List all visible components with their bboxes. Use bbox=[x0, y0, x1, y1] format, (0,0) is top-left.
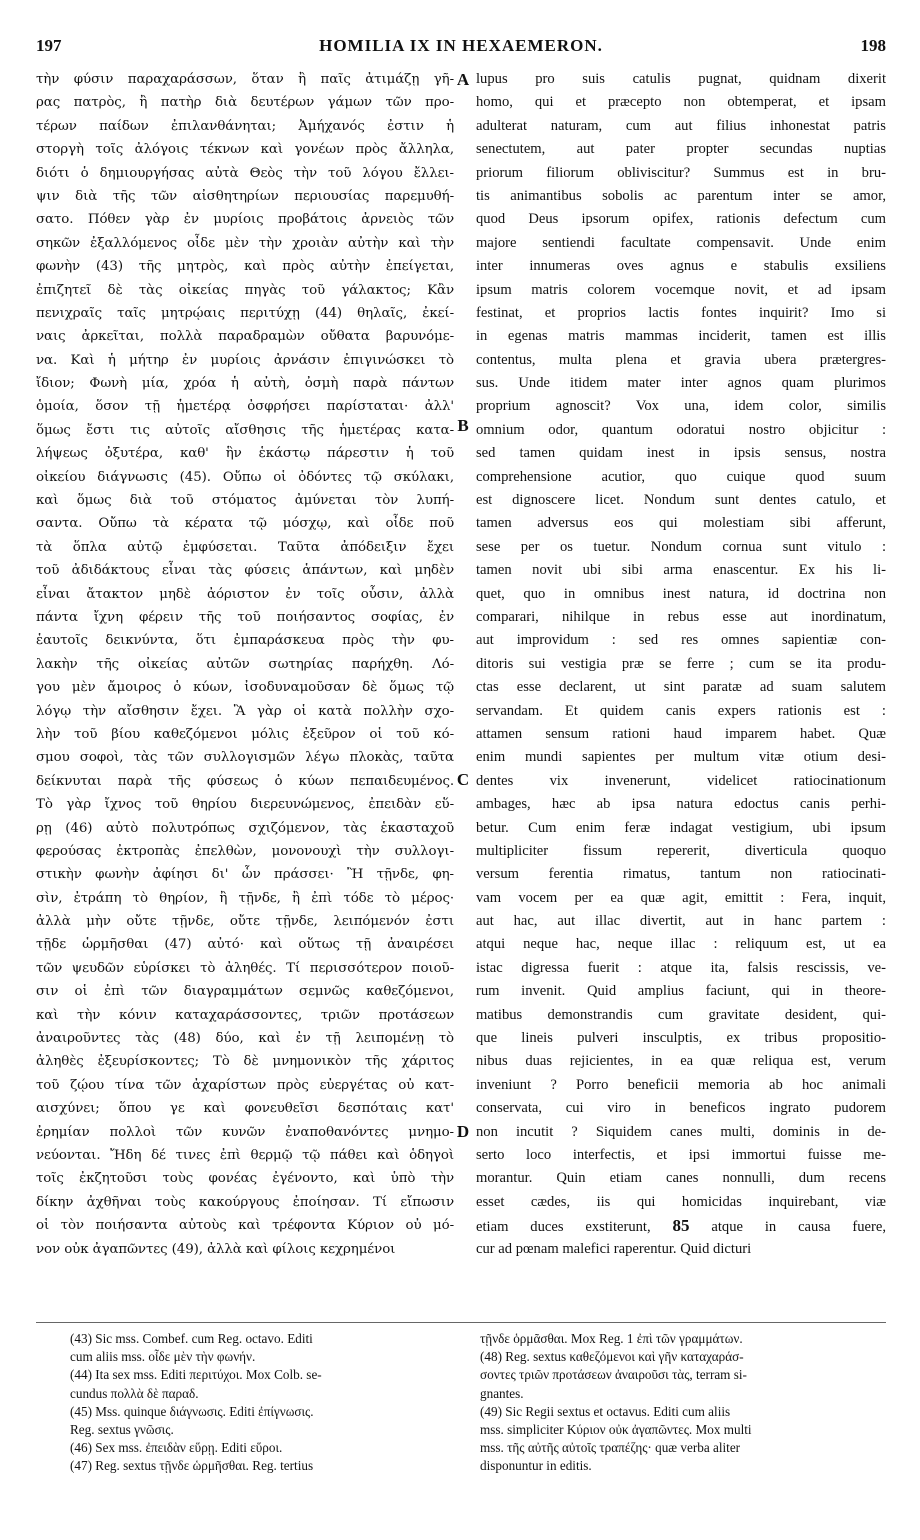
latin-text-line: quod Deus ipsorum opifex, rationis defectum cum bbox=[476, 211, 886, 228]
latin-text-line: matibus demonstrandis cum gravitate desident, qui- bbox=[476, 1006, 886, 1023]
latin-text-line: nibus duas rejicientes, in ea quæ reliqua est, verum bbox=[476, 1053, 886, 1070]
greek-text-line: οἰκείου διάγνωσις (45). Οὔπω οἱ ὀδόντες τῷ σκύλακι, bbox=[36, 469, 454, 485]
latin-text-line: sed tamen quidam inest in ipsis sensus, nostra bbox=[476, 445, 886, 462]
footnote-line: σοντες τριῶν προτάσεων ἀναιροῦσι τὰς, terram si- bbox=[480, 1367, 747, 1383]
greek-text-line: ἴδιον; Φωνὴ μία, χρόα ἡ αὐτὴ, ὀσμὴ παρὰ πάντων bbox=[36, 376, 454, 392]
footnote-line: (46) Sex mss. ἐπειδὰν εὕρῃ. Editi εὕροι. bbox=[70, 1440, 283, 1456]
greek-text-line: σηκῶν ἐξαλλόμενος οἶδε μὲν τὴν χροιὰν αὐτὴν καὶ τὴν bbox=[36, 235, 454, 251]
footnote-line: (43) Sic mss. Combef. cum Reg. octavo. Editi bbox=[70, 1331, 313, 1346]
greek-text-line: τοῖς ἐκζητοῦσι τοὺς φονέας ἐγένοντο, καὶ ὑπὸ τὴν bbox=[36, 1171, 454, 1187]
greek-text-line: καὶ ὅμως διὰ τοῦ στόματος ἀμύνεται τὸν λυπή- bbox=[36, 493, 454, 509]
latin-text-line: istac digressa fuerit : atque ita, falsis rescissis, ve- bbox=[476, 959, 886, 976]
greek-text-line: ψιν διὰ τῆς τῶν αἰσθητηρίων περιουσίας παρεμυθή- bbox=[36, 188, 454, 204]
greek-text-line: ἐπιζητεῖ δὲ τὰς οἰκείας πηγὰς τοῦ γάλακτος; Κἂν bbox=[36, 282, 454, 298]
greek-text-line: εἶναι ἄτακτον μηδὲ ἀόριστον ἐν τοῖς οὖσιν, ἀλλὰ bbox=[36, 586, 454, 602]
greek-text-line: σὶν, ἐτράπη τὸ θηρίον, ἢ τῇνδε, ἢ ἐπὶ τόδε τὸ μέρος· bbox=[36, 890, 454, 906]
latin-text-line: quet, quo in omnibus inest natura, id doctrina non bbox=[476, 585, 886, 602]
footnote-line: (44) Ita sex mss. Editi περιτύχοι. Mox Colb. se- bbox=[70, 1367, 322, 1383]
latin-text-line: serto loco interfectis, et ipsi immortui fuisse me- bbox=[476, 1146, 886, 1163]
latin-text-line: inveniunt ? Porro beneficii memoria ab hoc animali bbox=[476, 1076, 886, 1093]
latin-text-line: lupus pro suis catulis pugnat, quidnam dixerit bbox=[476, 71, 886, 87]
greek-text-line: ἀληθὲς ἐξευρίσκοντες; Τὸ δὲ μνημονικὸν τῆς χάριτος bbox=[36, 1054, 454, 1070]
latin-text-line bbox=[476, 1214, 886, 1237]
greek-text-line: ρῃ (46) αὐτὸ πολυτρόπως σχιζόμενον, τὰς ἑκασταχοῦ bbox=[36, 820, 454, 836]
latin-text-line: homo, qui et præcepto non obtemperat, et ipsam bbox=[476, 94, 886, 111]
greek-text-column bbox=[36, 68, 454, 1261]
footnote-line: (49) Sic Regii sextus et octavus. Editi cum aliis bbox=[480, 1403, 731, 1419]
latin-text-line: ctas esse declarent, ut sint paratæ ad suam salutem bbox=[476, 679, 886, 696]
latin-text-line: comparari, nihilque in rebus esse aut inordinatum, bbox=[476, 608, 886, 625]
greek-text-line: να. Καὶ ἡ μήτηρ ἐν μυρίοις ἀρνάσιν ἐπιγινώσκει τὸ bbox=[36, 352, 454, 368]
latin-text-line: priorum filiorum obliviscitur? Summus est in bru- bbox=[476, 164, 886, 181]
greek-text-line: αισχύνει; ὅπου γε καὶ φονευθεῖσι δεσπόταις κατ' bbox=[36, 1101, 454, 1117]
latin-text-line: ipsum matris colorem vocemque novit, et ad ipsam bbox=[476, 281, 886, 298]
latin-text-column bbox=[476, 68, 886, 1261]
latin-text-line: est dignoscere licet. Nondum sunt dentes catulo, et bbox=[476, 492, 886, 509]
latin-text-line: tis animantibus sobolis ac parentum inter se amor, bbox=[476, 187, 886, 204]
latin-text-line: in egenas matris mammas inciderit, tamen est illis bbox=[476, 328, 886, 345]
latin-text-line: que lineis pulveri insculptis, ex tribus propositio- bbox=[476, 1030, 886, 1047]
footnote-line: gnantes. bbox=[480, 1385, 524, 1401]
greek-text-line: ναις ἀρκεῖται, πολλὰ παραδραμὼν οὔθατα βαρυνόμε- bbox=[36, 329, 454, 345]
latin-text-line: cur ad pœnam malefici raperentur. Quid dicturi bbox=[476, 1240, 752, 1257]
footnote-line: (45) Mss. quinque διάγνωσις. Editi ἐπίγνωσις. bbox=[70, 1403, 314, 1419]
latin-text-line: sus. Unde itidem mater inter agnos quam plurimos bbox=[476, 375, 886, 392]
latin-text-line: adulterat naturam, cum aut filius inhonestat patris bbox=[476, 117, 886, 134]
latin-text-line: proprium agnoscit? Vox una, idem color, similis bbox=[476, 398, 886, 415]
greek-text-line: λακὴν τῆς οἰκείας αὐτῶν σωτηρίας παρήχθη. Λό- bbox=[36, 656, 454, 672]
page-number-right: 198 bbox=[860, 36, 886, 55]
greek-text-line: τῇδε ὡρμῆσθαι (47) αὐτό· καὶ οὕτως τῇ ἀναιρέσει bbox=[36, 937, 454, 953]
greek-text-line: λὴν τοῦ βίου καθεζόμενοι μόλις ἐξεῦρον οἱ τοῦ κό- bbox=[36, 726, 454, 742]
greek-text-line: πενιχραῖς ταῖς μητρῴαις περιτύχῃ (44) θηλαῖς, ἐκεί- bbox=[36, 305, 454, 321]
footnote-line: Reg. sextus γνῶσις. bbox=[70, 1421, 174, 1437]
greek-text-line: τέρων παίδων ἐπιλανθάνηται; Ἀμήχανός ἐστιν ἡ bbox=[36, 118, 454, 134]
greek-text-line: τοῦ ζῴου τίνα τῶν ἀχαρίστων πρὸς εὐεργέτας οὐ κατ- bbox=[36, 1077, 454, 1093]
greek-text-line: νεύονται. Ἤδη δέ τινες ἐπὶ θερμῷ τῷ πάθει καὶ ὁδηγοὶ bbox=[36, 1147, 454, 1163]
latin-text-line: festinat, et proprios lactis fontes inquirit? Imo si bbox=[476, 304, 886, 321]
greek-text-line: τοῦ ἀδιδάκτους εἶναι τὰς φύσεις ἁπάντων, καὶ μηδὲν bbox=[36, 563, 454, 579]
latin-text-line: sese per os tuetur. Nondum cornua sunt vitulo : bbox=[476, 538, 886, 555]
footnote-line: cum aliis mss. οἶδε μὲν τὴν φωνήν. bbox=[70, 1349, 256, 1365]
footnote-line: mss. simpliciter Κύριον οὐκ ἀγαπῶντες. Mox multi bbox=[480, 1421, 752, 1437]
latin-text-fragment: atque in causa fuere, bbox=[711, 1219, 886, 1236]
greek-text-line: στικὴν φωνὴν ἀφίησι δι' ὧν πράσσει· Ἢ τῇνδε, φη- bbox=[36, 867, 454, 883]
greek-text-line: τὰ ὅπλα αὐτῷ ἐμφύσεται. Ταῦτα ἀπόδειξιν ἔχει bbox=[36, 539, 454, 555]
latin-text-line: rum invenit. Quid amplius faciunt, qui in theore- bbox=[476, 983, 886, 1000]
latin-text-line: aut hac, aut illac divertit, aut in hanc partem : bbox=[476, 913, 886, 930]
latin-text-line: conservata, cui viro in beneficos ingrato pudorem bbox=[476, 1100, 886, 1117]
greek-text-line: σιν οἱ ἐπὶ τῶν διαγραμμάτων σεμνῶς καθεζόμενοι, bbox=[36, 984, 454, 1000]
latin-text-line: inter innumeras oves agnus e stabulis exsiliens bbox=[476, 258, 886, 275]
section-marker-c: C bbox=[456, 770, 470, 789]
latin-text-line: omnium odor, quantum odoratui nostro objicitur : bbox=[476, 421, 886, 438]
footnotes-left bbox=[70, 1330, 458, 1476]
greek-text-line: ἀλλὰ μὴν οὔτε τῇνδε, οὔτε τῇνδε, λειπόμενόν ἐστι bbox=[36, 914, 454, 930]
greek-text-line: σαντα. Οὔπω τὰ κέρατα τῷ μόσχῳ, καὶ οἶδε ποῦ bbox=[36, 516, 454, 532]
latin-text-line: non incutit ? Siquidem canes multi, dominis in de- bbox=[476, 1123, 886, 1140]
section-marker-b: B bbox=[457, 416, 469, 435]
latin-text-line: betur. Cum enim feræ indagat vestigium, ubi ipsum bbox=[476, 819, 886, 836]
greek-text-line: Τὸ γὰρ ἴχνος τοῦ θηρίου διερευνώμενος, ἐπειδὰν εὕ- bbox=[36, 797, 454, 813]
greek-text-line: γου μὲν ἄμοιρος ὁ κύων, ἰσοδυναμοῦσαν δὲ ὅμως τῷ bbox=[36, 680, 454, 696]
latin-text-line: ditoris sui vestigia præ se ferre ; cum se ita produ- bbox=[476, 655, 886, 672]
latin-text-line: aut improvidum : sed res omnes sapientiæ con- bbox=[476, 632, 886, 649]
greek-text-line: πάντα ἴχνη φέρειν τῆς τοῦ ποιήσαντος σοφίας, ἐν bbox=[36, 609, 454, 625]
latin-text-line: enim mundi sapientes per multum vitæ otium desi- bbox=[476, 749, 886, 766]
latin-text-line: tamen adversus eos qui molestiam sibi afferunt, bbox=[476, 515, 886, 532]
greek-text-line: διότι ὁ δημιουργήσας αὐτὰ Θεὸς τὴν τοῦ λόγου ἔλλει- bbox=[36, 165, 454, 181]
latin-text-line: esset cædes, iis qui homicidas inquirebant, viæ bbox=[476, 1193, 886, 1210]
greek-text-line: λόγῳ τὴν αἴσθησιν ἔχει. Ἃ γὰρ οἱ κατὰ πολλὴν σχο- bbox=[36, 703, 454, 719]
footnote-line: disponuntur in editis. bbox=[480, 1458, 592, 1474]
latin-text-line: morantur. Quin etiam canes nonnulli, dum recens bbox=[476, 1170, 886, 1187]
greek-text-line: ὁμοία, ὅσον τῇ ἡμετέρᾳ ὀσφρήσει παρίσταται· ἀλλ' bbox=[36, 399, 454, 415]
latin-text-line: attamen sensum rationi haud imparem habet. Quæ bbox=[476, 725, 886, 742]
running-header bbox=[36, 34, 886, 60]
greek-text-line: ὅμως ἔστι τις αὐτοῖς αἴσθησις τῆς ἡμετέρας κατα- bbox=[36, 422, 454, 438]
greek-text-line: νον οὐκ ἀγαπῶντες (49), ἀλλὰ καὶ φίλοις κεχρημένοι bbox=[36, 1241, 396, 1257]
footnote-divider bbox=[36, 1322, 886, 1323]
latin-text-fragment: etiam duces exstiterunt, bbox=[476, 1219, 651, 1236]
latin-text-line: senectutem, aut pater propter secundas nuptias bbox=[476, 141, 886, 158]
latin-text-line: multipliciter fissum repererit, diverticula quoquo bbox=[476, 842, 886, 859]
latin-text-line: contentus, multa plena et gravia ubera prætergres- bbox=[476, 351, 886, 368]
footnote-line: mss. τῆς αὐτῆς αὐτοῖς τραπέζης· quæ verba aliter bbox=[480, 1440, 741, 1456]
greek-text-line: τῶν ψευδῶν εὑρίσκει τὸ ἀληθές. Τί περισσότερον ποιοῦ- bbox=[36, 960, 454, 976]
latin-text-line: comprehensione acutior, quo cuique quod suum bbox=[476, 468, 886, 485]
footnotes-right bbox=[480, 1330, 886, 1476]
greek-text-line: ἑαυτοῖς δεικνύντα, ὅτι ἐμπαράσκευα πρὸς τὴν φυ- bbox=[36, 633, 454, 649]
footnote-line: τῇνδε ὁρμᾶσθαι. Mox Reg. 1 ἐπὶ τῶν γραμμάτων. bbox=[480, 1331, 743, 1346]
greek-text-line: φερούσας ἐκτροπὰς ἐπελθὼν, μονονουχὶ τὴν συλλογι- bbox=[36, 843, 454, 859]
section-marker-a: A bbox=[456, 70, 470, 89]
footnote-line: (48) Reg. sextus καθεζόμενοι καὶ γῆν καταχαράσ- bbox=[480, 1349, 744, 1365]
running-title: HOMILIA IX IN HEXAEMERON. bbox=[319, 36, 603, 55]
greek-text-line: ἐρημίαν πολλοὶ τῶν κυνῶν ἐναποθανόντες μνημο- bbox=[36, 1124, 454, 1140]
greek-text-line: στοργὴ τοῖς ἀλόγοις τέκνων καὶ γονέων πρὸς ἄλληλα, bbox=[36, 142, 454, 158]
latin-text-line: ambages, hæc ab ipsa natura edoctus canis perhi- bbox=[476, 796, 886, 813]
latin-text-line: tamen novit ubi sibi arma enascentur. Ex his li- bbox=[476, 562, 886, 579]
latin-text-line: vam vocem per ea quæ agit, emittit : Fera, inquit, bbox=[476, 889, 886, 906]
greek-text-line: σατο. Πόθεν γὰρ ἐν μυρίοις προβάτοις ἀρνειὸς τῶν bbox=[36, 212, 454, 228]
latin-text-line: versum ferentia rimatus, tantum non ratiocinati- bbox=[476, 866, 886, 883]
greek-text-line: ρας πατρὸς, ἢ πατὴρ διὰ δευτέρων γάμων τῶν προ- bbox=[36, 95, 454, 111]
greek-text-line: φωνὴν (43) τῆς μητρὸς, καὶ πρὸς αὐτὴν ἐπείγεται, bbox=[36, 259, 454, 275]
latin-text-line: dentes vix invenerunt, videlicet ratiocinationum bbox=[476, 772, 886, 789]
greek-text-line: τὴν φύσιν παραχαράσσων, ὅταν ἢ παῖς ἀτιμάζῃ γῆ- bbox=[36, 72, 454, 87]
latin-text-line: servandam. Et quidem canis expers rationis est : bbox=[476, 702, 886, 719]
footnote-line: cundus πολλὰ δὲ παραδ. bbox=[70, 1385, 199, 1401]
greek-text-line: σμου σοφοὶ, τὰς τῶν συλλογισμῶν λέγω πλοκὰς, ταῦτα bbox=[36, 750, 454, 766]
greek-text-line: δείκνυται παρὰ τῆς φύσεως ὁ κύων πεπαιδευμένος. bbox=[36, 773, 454, 789]
greek-text-line: λήψεως ὀξυτέρα, καθ' ἣν ἑκάστῳ πάρεστιν ἡ τοῦ bbox=[36, 446, 454, 462]
greek-text-line: καὶ τὴν κόνιν καταχαράσσοντες, τριῶν προτάσεων bbox=[36, 1007, 454, 1023]
greek-text-line: ἀναιροῦντες τὰς (48) δύο, καὶ ἐν τῇ λειπομένῃ τὸ bbox=[36, 1031, 454, 1047]
page-number-left: 197 bbox=[36, 36, 62, 55]
latin-text-line: majore sentiendi facultate compensavit. Unde enim bbox=[476, 234, 886, 251]
greek-text-line: δίκην ἀχθῆναι τοὺς κακούργους ἐποίησαν. Τί εἴπωσιν bbox=[36, 1194, 454, 1210]
edition-page-number: 85 bbox=[672, 1216, 690, 1236]
section-marker-d: D bbox=[456, 1122, 470, 1141]
latin-text-line: atqui neque hac, neque illac : reliquum est, ut ea bbox=[476, 936, 886, 953]
greek-text-line: οἱ τὸν ποιήσαντα αὐτοὺς καὶ τρέφοντα Κύριον οὐ μό- bbox=[36, 1218, 454, 1234]
footnote-line: (47) Reg. sextus τῇνδε ὡρμῆσθαι. Reg. tertius bbox=[70, 1458, 314, 1474]
